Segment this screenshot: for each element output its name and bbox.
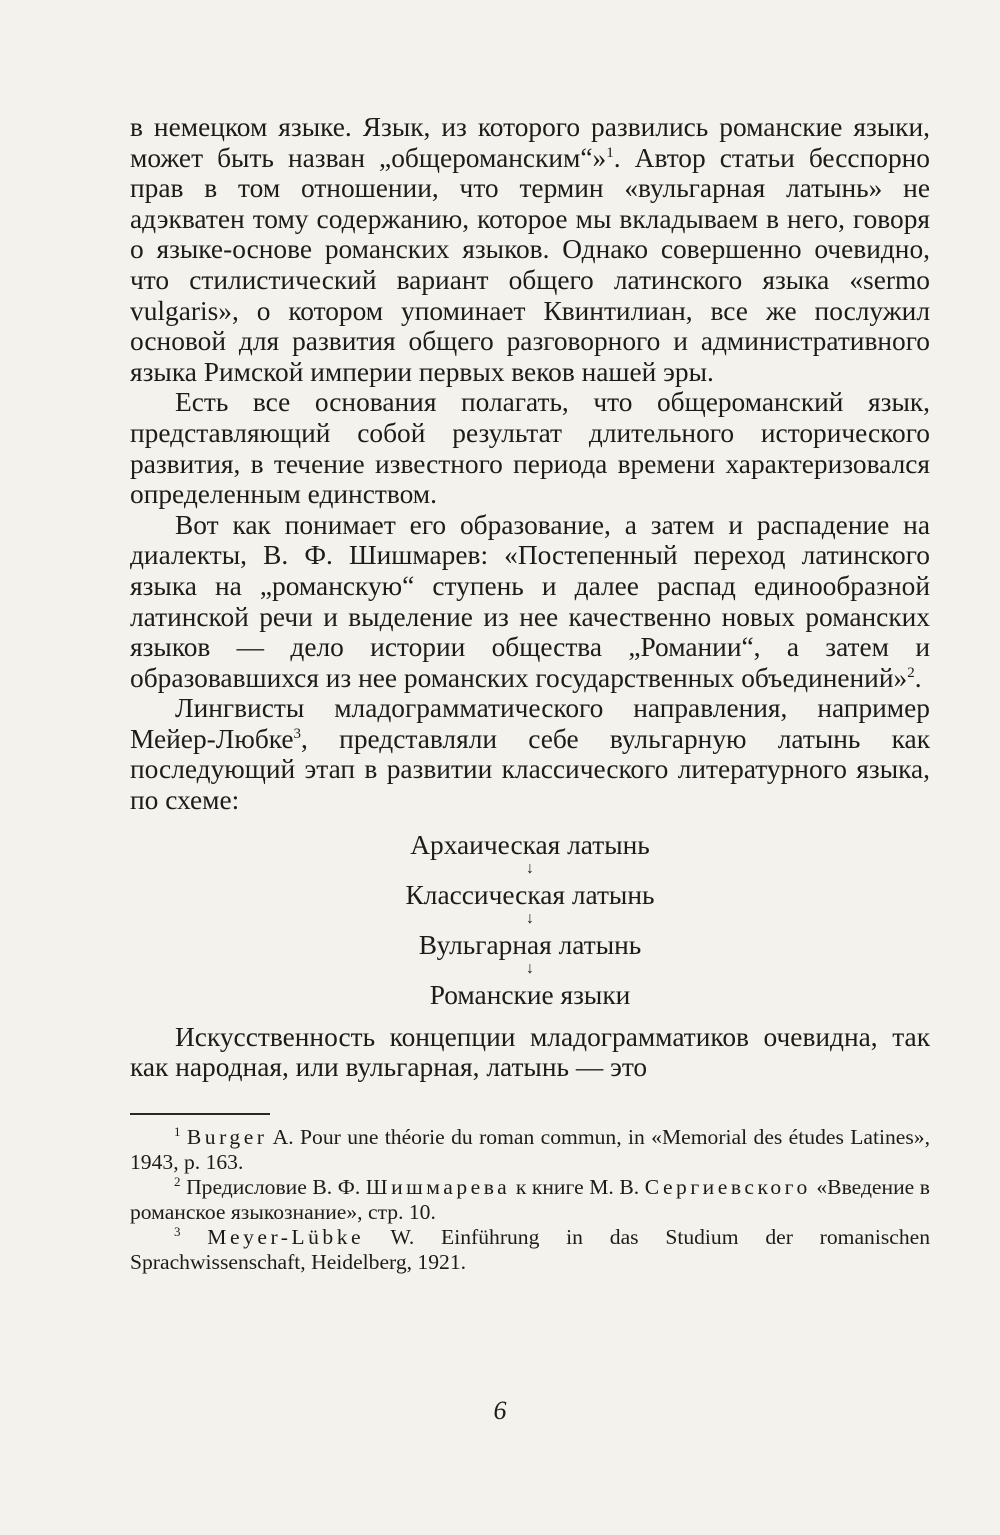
latin-development-scheme <box>130 830 930 1010</box>
footnote-2-mid: к книге М. В. <box>510 1174 645 1199</box>
footnote-mark-1: 1 <box>174 1123 181 1139</box>
paragraph-4 <box>130 693 930 815</box>
footnote-ref-1: 1 <box>606 144 614 161</box>
scheme-item-vulgar: Вульгарная латынь <box>418 929 642 960</box>
paragraph-4-text: Лингвисты младограмматического направления, например Мейер-Любке <box>130 693 930 754</box>
footnote-ref-3: 3 <box>293 725 302 742</box>
footnote-2-lead: Предисловие В. Ф. <box>186 1174 366 1199</box>
scheme-item-romance: Романские языки <box>429 979 631 1010</box>
paragraph-4-tail: , представляли себе вульгарную латынь как последующий этап в развитии классического литературного языка, по схеме: <box>130 723 930 816</box>
footnote-ref-2: 2 <box>907 664 915 681</box>
paragraph-2: Есть все основания полагать, что общероманский язык, представляющий собой результат длительного исторического развития, в течение известного периода времени характеризовался определенным единством. <box>130 387 930 510</box>
paragraph-3 <box>130 510 930 694</box>
down-arrow-icon: ↓ <box>526 859 534 877</box>
paragraph-5: Искусственность концепции младограмматиков очевидна, так как народная, или вульгарная, латынь — это <box>130 1021 930 1083</box>
page-body <box>130 112 930 1275</box>
paragraph-1 <box>130 112 930 387</box>
paragraph-1-tail: . Автор статьи бесспорно прав в том отношении, что термин «вульгарная латынь» не адэкватен тому содержанию, которое мы вкладываем в него, говоря о языке-основе романских языков. Однако совершенно очевидно, что стилистический вариант общего латинского языка «sermo vulgaris», о котором упоминает Квинтилиан, все же послужил основой для развития общего разговорного и административного языка Римской империи первых веков нашей эры. <box>130 142 930 387</box>
page-number: 6 <box>493 1396 507 1425</box>
paragraph-1-text: в немецком языке. Язык, из которого развились романские языки, может быть назван „общероманским“» <box>130 112 930 173</box>
footnote-2 <box>130 1175 930 1225</box>
footnote-3 <box>130 1225 930 1275</box>
footnote-2-name-2: Сергиевского <box>644 1174 811 1199</box>
footnote-1-text: A. Pour une théorie du roman commun, in «Memorial des études Latines», 1943, p. 163. <box>130 1124 930 1174</box>
paragraph-3-tail: . <box>914 662 922 693</box>
scheme-item-archaic: Архаическая латынь <box>410 829 650 860</box>
down-arrow-icon: ↓ <box>526 959 534 977</box>
footnote-divider <box>130 1113 270 1115</box>
footnote-mark-3: 3 <box>174 1223 181 1239</box>
paragraph-3-text: Вот как понимает его образование, а затем и распадение на диалекты, В. Ф. Шишмарев: «Постепенный переход латинского языка на „романскую“ ступень и далее распад единообразной латинской речи и выделение из нее качественно новых романских языков — дело истории общества „Романии“, а затем и образовавшихся из нее романских государственных объединений» <box>130 509 930 693</box>
scheme-item-classical: Классическая латынь <box>405 879 655 910</box>
footnote-2-name-1: Шишмарева <box>365 1174 511 1199</box>
footnote-mark-2: 2 <box>174 1173 181 1189</box>
footnote-3-author: Meyer-Lübke <box>207 1224 365 1249</box>
footnote-1 <box>130 1125 930 1175</box>
footnote-1-author: Burger <box>186 1124 268 1149</box>
footnotes <box>130 1125 930 1275</box>
down-arrow-icon: ↓ <box>526 909 534 927</box>
footnote-3-text: W. Einführung in das Studium der romanischen Sprachwissenschaft, Heidelberg, 1921. <box>130 1224 930 1274</box>
footnote-2-text: «Введение в романское языкознание», стр. 10. <box>130 1174 930 1224</box>
